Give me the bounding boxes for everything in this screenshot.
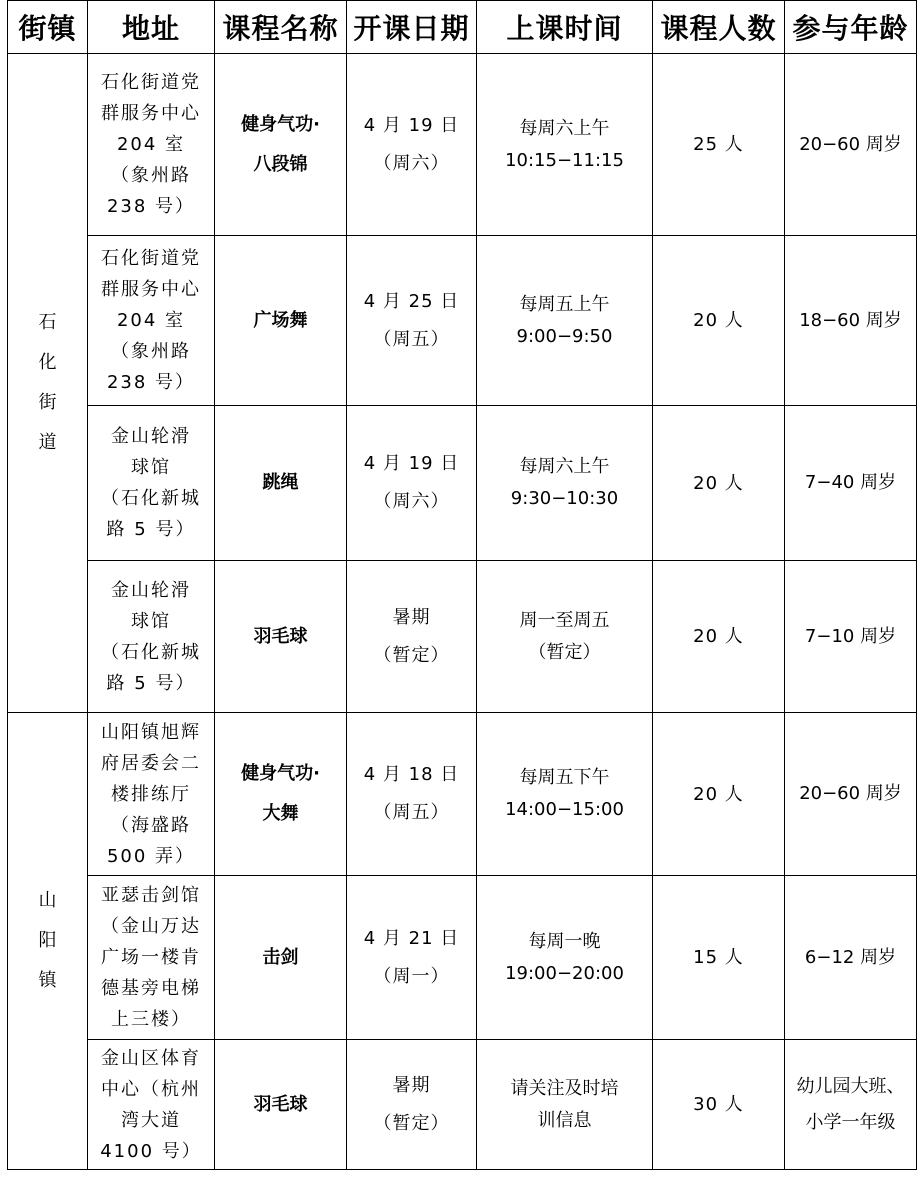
course-cell: 跳绳 [215, 406, 347, 561]
age-cell: 6−12 周岁 [785, 876, 917, 1040]
address-cell: 亚瑟击剑馆 （金山万达 广场一楼肯 德基旁电梯 上三楼） [88, 876, 215, 1040]
town-cell: 山 阳 镇 [8, 713, 88, 1170]
header-town: 街镇 [8, 1, 88, 54]
course-cell: 健身气功· 八段锦 [215, 54, 347, 236]
table-row [8, 1040, 917, 1170]
count-cell: 20 人 [653, 713, 785, 876]
age-cell: 7−10 周岁 [785, 561, 917, 713]
header-class-time: 上课时间 [477, 1, 653, 54]
table-row [8, 561, 917, 713]
time-cell: 每周一晚 19:00−20:00 [477, 876, 653, 1040]
table-row [8, 236, 917, 406]
course-cell: 羽毛球 [215, 1040, 347, 1170]
time-cell: 每周六上午 10:15−11:15 [477, 54, 653, 236]
address-cell: 金山轮滑 球馆 （石化新城 路 5 号） [88, 406, 215, 561]
count-cell: 30 人 [653, 1040, 785, 1170]
address-cell: 石化街道党 群服务中心 204 室 （象州路 238 号） [88, 54, 215, 236]
date-cell: 4 月 18 日 （周五） [347, 713, 477, 876]
table-row [8, 406, 917, 561]
course-cell: 羽毛球 [215, 561, 347, 713]
count-cell: 20 人 [653, 236, 785, 406]
table-row [8, 54, 917, 236]
time-cell: 每周五下午 14:00−15:00 [477, 713, 653, 876]
header-capacity: 课程人数 [653, 1, 785, 54]
header-age: 参与年龄 [785, 1, 917, 54]
count-cell: 25 人 [653, 54, 785, 236]
table-row [8, 876, 917, 1040]
date-cell: 4 月 25 日 （周五） [347, 236, 477, 406]
time-cell: 每周六上午 9:30−10:30 [477, 406, 653, 561]
age-cell: 18−60 周岁 [785, 236, 917, 406]
table-row [8, 713, 917, 876]
address-cell: 金山轮滑 球馆 （石化新城 路 5 号） [88, 561, 215, 713]
date-cell: 4 月 21 日 （周一） [347, 876, 477, 1040]
age-cell: 20−60 周岁 [785, 54, 917, 236]
header-start-date: 开课日期 [347, 1, 477, 54]
town-cell: 石 化 街 道 [8, 54, 88, 713]
course-schedule-table [7, 0, 917, 1170]
address-cell: 石化街道党 群服务中心 204 室 （象州路 238 号） [88, 236, 215, 406]
date-cell: 4 月 19 日 （周六） [347, 406, 477, 561]
date-cell: 4 月 19 日 （周六） [347, 54, 477, 236]
age-cell: 20−60 周岁 [785, 713, 917, 876]
header-address: 地址 [88, 1, 215, 54]
course-cell: 广场舞 [215, 236, 347, 406]
header-course: 课程名称 [215, 1, 347, 54]
time-cell: 每周五上午 9:00−9:50 [477, 236, 653, 406]
time-cell: 周一至周五 （暂定） [477, 561, 653, 713]
table-header [8, 1, 917, 54]
course-cell: 击剑 [215, 876, 347, 1040]
course-cell: 健身气功· 大舞 [215, 713, 347, 876]
date-cell: 暑期 （暂定） [347, 1040, 477, 1170]
age-cell: 7−40 周岁 [785, 406, 917, 561]
age-cell: 幼儿园大班、 小学一年级 [785, 1040, 917, 1170]
date-cell: 暑期 （暂定） [347, 561, 477, 713]
count-cell: 15 人 [653, 876, 785, 1040]
count-cell: 20 人 [653, 561, 785, 713]
address-cell: 金山区体育 中心（杭州 湾大道 4100 号） [88, 1040, 215, 1170]
address-cell: 山阳镇旭辉 府居委会二 楼排练厅 （海盛路 500 弄） [88, 713, 215, 876]
time-cell: 请关注及时培 训信息 [477, 1040, 653, 1170]
count-cell: 20 人 [653, 406, 785, 561]
